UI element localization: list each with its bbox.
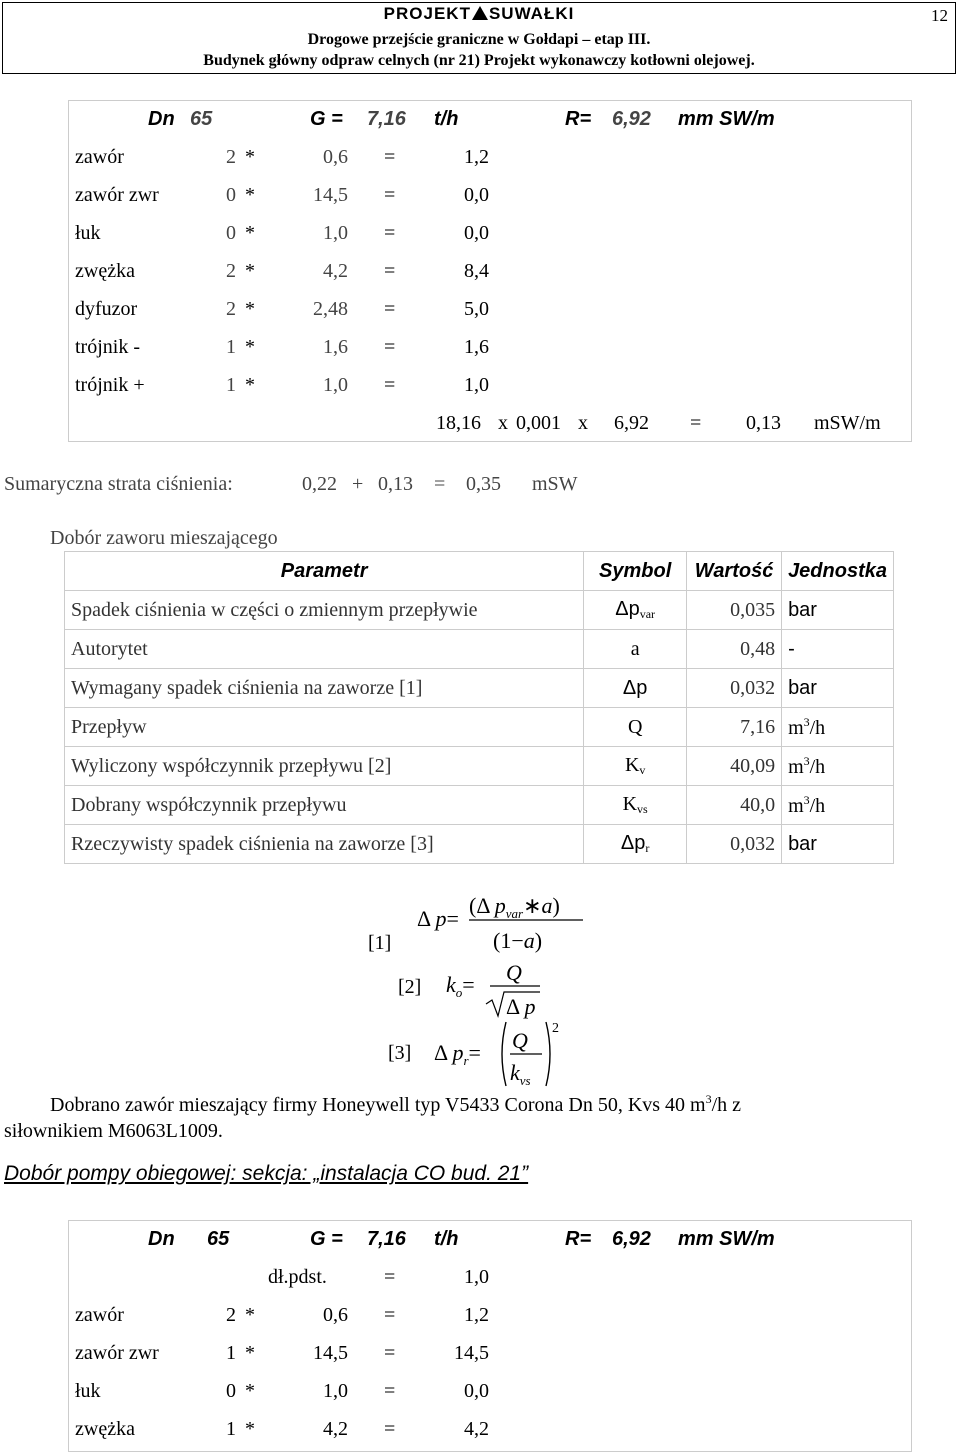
table-row: [65, 786, 894, 825]
symbol-cell: [584, 591, 687, 630]
header-project-subtitle: Budynek główny odpraw celnych (nr 21) Projekt wykonawczy kotłowni olejowej.: [203, 52, 755, 69]
dn-label: Dn: [148, 1228, 175, 1250]
fitting-result: 14,5: [454, 1342, 489, 1364]
col-symbol: Symbol: [584, 552, 687, 591]
summary-total: 0,35: [466, 473, 501, 495]
valve-selection-table: [64, 551, 894, 864]
company-logo: PROJEKT SUWAŁKI: [383, 4, 575, 23]
equals-sign: =: [690, 412, 702, 434]
factor: 0,001: [516, 412, 561, 434]
fitting-result: 0,0: [464, 184, 489, 206]
flow-unit: t/h: [434, 1228, 459, 1250]
fitting-count: 0: [226, 184, 236, 206]
fitting-name: zwężka: [75, 1418, 135, 1440]
unit-tail: /h: [809, 716, 826, 739]
fitting-result: 1,6: [464, 336, 489, 358]
param-cell: Wyliczony współczynnik przepływu [2]: [65, 747, 584, 786]
formula-ref-2: [2]: [398, 976, 422, 998]
fitting-count: 2: [226, 146, 236, 168]
pressure-loss-calc-2: [68, 1220, 912, 1452]
param-cell: Autorytet: [65, 630, 584, 669]
fitting-coefficient: 1,6: [323, 336, 348, 358]
unit-cell: [782, 825, 894, 864]
multiply-sign: *: [245, 222, 255, 244]
symbol-cell: [584, 747, 687, 786]
unit-tail: /h: [809, 755, 826, 778]
formula-3-den: $k_{vs}$: [510, 1060, 531, 1088]
summary-unit: mSW: [532, 473, 578, 495]
table-row: [65, 630, 894, 669]
symbol-subscript: v: [639, 763, 646, 777]
fitting-count: 1: [226, 374, 236, 396]
equals-sign: =: [384, 1342, 396, 1364]
fitting-count: 0: [226, 1380, 236, 1402]
summary-b: 0,13: [378, 473, 413, 495]
value-cell: 40,09: [687, 747, 782, 786]
fitting-name: zawór: [75, 1304, 124, 1326]
equals-sign: =: [384, 1418, 396, 1440]
fitting-name: łuk: [75, 222, 101, 244]
fitting-name: trójnik +: [75, 374, 145, 396]
fitting-name: zawór zwr: [75, 184, 159, 206]
fitting-coefficient: 1,0: [323, 222, 348, 244]
col-param: Parametr: [65, 552, 584, 591]
fitting-name: łuk: [75, 1380, 101, 1402]
param-cell: Przepływ: [65, 708, 584, 747]
fitting-count: 0: [226, 222, 236, 244]
unit: bar: [788, 676, 817, 699]
unit-cell: [782, 747, 894, 786]
fitting-count: 1: [226, 1342, 236, 1364]
plus-sign: +: [352, 473, 364, 495]
length-label: dł.pdst.: [268, 1266, 327, 1288]
total-sum: 18,16: [436, 412, 481, 434]
symbol-subscript: var: [639, 607, 656, 621]
symbol: Q: [627, 715, 643, 738]
equals-sign: =: [384, 1266, 396, 1288]
r-value: 6,92: [612, 108, 651, 130]
fitting-result: 0,0: [464, 222, 489, 244]
r-value: 6,92: [614, 412, 649, 434]
equals-sign: =: [384, 336, 396, 358]
formula-3-rparen: [546, 1022, 550, 1086]
symbol: K: [624, 754, 640, 776]
symbol-cell: [584, 786, 687, 825]
multiply-sign: *: [245, 1304, 255, 1326]
fitting-count: 2: [226, 1304, 236, 1326]
multiply-sign: *: [245, 336, 255, 358]
formula-1: [405, 886, 595, 956]
pressure-loss-calc-1: [68, 100, 912, 442]
fitting-result: 1,0: [464, 374, 489, 396]
summary-a: 0,22: [302, 473, 337, 495]
flow-value: 7,16: [367, 108, 406, 130]
summary-label: Sumaryczna strata ciśnienia:: [4, 473, 233, 495]
fitting-name: zawór zwr: [75, 1342, 159, 1364]
equals-sign: =: [384, 184, 396, 206]
fitting-result: 0,0: [464, 1380, 489, 1402]
fitting-count: 2: [226, 298, 236, 320]
fitting-result: 1,2: [464, 1304, 489, 1326]
equals-sign: =: [384, 1304, 396, 1326]
unit-exponent: 3: [803, 753, 810, 768]
fitting-coefficient: 0,6: [323, 146, 348, 168]
multiply-sign: *: [245, 374, 255, 396]
symbol-cell: [584, 825, 687, 864]
fitting-coefficient: 14,5: [313, 1342, 348, 1364]
unit: -: [788, 637, 795, 660]
symbol-subscript: r: [645, 841, 650, 855]
unit: bar: [788, 598, 817, 621]
formula-2-lhs: $k_o=$: [446, 972, 475, 1000]
formula-2-den: Δ p: [506, 994, 536, 1019]
fitting-coefficient: 1,0: [323, 374, 348, 396]
times-sign: x: [498, 412, 508, 434]
flow-unit: t/h: [434, 108, 459, 130]
page-number: 12: [931, 6, 948, 25]
length-result: 1,0: [464, 1266, 489, 1288]
table-header-row: [65, 552, 894, 591]
r-label: R=: [565, 1228, 592, 1250]
dn-value: 65: [207, 1228, 230, 1250]
table-row: [65, 747, 894, 786]
table-row: [65, 669, 894, 708]
dn-label: Dn: [148, 108, 175, 130]
unit: m: [788, 716, 804, 739]
unit: bar: [788, 832, 817, 855]
formula-3-lhs: Δ $p_r=$: [434, 1040, 481, 1068]
multiply-sign: *: [245, 146, 255, 168]
multiply-sign: *: [245, 1418, 255, 1440]
symbol-subscript: vs: [637, 802, 648, 816]
fitting-name: dyfuzor: [75, 298, 138, 320]
fitting-count: 2: [226, 260, 236, 282]
multiply-sign: *: [245, 184, 255, 206]
formula-ref-3: [3]: [388, 1042, 412, 1064]
table-row: [65, 591, 894, 630]
fitting-result: 1,2: [464, 146, 489, 168]
formula-ref-1: [1]: [368, 932, 392, 954]
col-value: Wartość: [687, 552, 782, 591]
pump-section-heading: Dobór pompy obiegowej: sekcja: „instalacja CO bud. 21”: [4, 1162, 529, 1185]
conclusion-actuator: siłownikiem M6063L1009.: [4, 1120, 223, 1142]
unit-cell: [782, 591, 894, 630]
conclusion-sup: 3: [705, 1092, 712, 1106]
unit-cell: [782, 669, 894, 708]
fitting-coefficient: 0,6: [323, 1304, 348, 1326]
unit-exponent: 3: [803, 714, 810, 729]
equals-sign: =: [384, 1380, 396, 1402]
formula-3-num: Q: [512, 1028, 528, 1053]
equals-sign: =: [434, 473, 446, 495]
fitting-result: 8,4: [464, 260, 489, 282]
equals-sign: =: [384, 260, 396, 282]
valve-conclusion: [50, 1092, 930, 1117]
fitting-coefficient: 4,2: [323, 260, 348, 282]
table-row: [65, 825, 894, 864]
fitting-result: 4,2: [464, 1418, 489, 1440]
formula-1-num: (Δ $p_{var}∗a$): [469, 893, 560, 921]
fitting-coefficient: 4,2: [323, 1418, 348, 1440]
header-project-title: Drogowe przejście graniczne w Gołdapi – etap III.: [307, 31, 651, 48]
fitting-result: 5,0: [464, 298, 489, 320]
symbol: Δp: [615, 598, 640, 620]
r-unit: mm SW/m: [678, 1228, 775, 1250]
equals-sign: =: [384, 298, 396, 320]
symbol-cell: [584, 708, 687, 747]
r-value: 6,92: [612, 1228, 651, 1250]
formula-3: [430, 1018, 570, 1090]
fitting-name: trójnik -: [75, 336, 140, 358]
param-cell: Dobrany współczynnik przepływu: [65, 786, 584, 825]
multiply-sign: *: [245, 1380, 255, 1402]
equals-sign: =: [384, 222, 396, 244]
r-label: R=: [565, 108, 592, 130]
valve-section-title: Dobór zaworu mieszającego: [50, 527, 278, 549]
value-cell: 0,035: [687, 591, 782, 630]
flow-label: G =: [310, 1228, 343, 1250]
unit-tail: /h: [809, 794, 826, 817]
fitting-coefficient: 14,5: [313, 184, 348, 206]
r-unit: mm SW/m: [678, 108, 775, 130]
formula-2: [440, 956, 570, 1022]
flow-label: G =: [310, 108, 343, 130]
table-row: [65, 708, 894, 747]
conclusion-text-end: /h z: [711, 1094, 742, 1116]
unit: m: [788, 794, 804, 817]
fitting-name: zawór: [75, 146, 124, 168]
symbol-cell: [584, 669, 687, 708]
param-cell: Rzeczywisty spadek ciśnienia na zaworze [3]: [65, 825, 584, 864]
unit-cell: [782, 630, 894, 669]
formula-3-exp: 2: [552, 1021, 559, 1036]
multiply-sign: *: [245, 260, 255, 282]
value-cell: 0,48: [687, 630, 782, 669]
formula-1-den: (1−a): [493, 928, 543, 953]
total-unit: mSW/m: [814, 412, 881, 434]
unit-cell: [782, 708, 894, 747]
equals-sign: =: [384, 374, 396, 396]
fitting-coefficient: 1,0: [323, 1380, 348, 1402]
multiply-sign: *: [245, 298, 255, 320]
fitting-count: 1: [226, 1418, 236, 1440]
dn-value: 65: [190, 108, 213, 130]
symbol: Δp: [622, 676, 648, 699]
symbol: Δp: [620, 832, 646, 854]
symbol: a: [630, 637, 640, 660]
flow-value: 7,16: [367, 1228, 406, 1250]
value-cell: 0,032: [687, 825, 782, 864]
fitting-count: 1: [226, 336, 236, 358]
total-result: 0,13: [746, 412, 781, 434]
symbol-cell: [584, 630, 687, 669]
value-cell: 7,16: [687, 708, 782, 747]
equals-sign: =: [384, 146, 396, 168]
fitting-name: zwężka: [75, 260, 135, 282]
param-cell: Spadek ciśnienia w części o zmiennym przepływie: [65, 591, 584, 630]
fitting-coefficient: 2,48: [313, 298, 348, 320]
formula-3-lparen: [502, 1022, 506, 1086]
unit-exponent: 3: [803, 792, 810, 807]
conclusion-text: Dobrano zawór mieszający firmy Honeywell typ V5433 Corona Dn 50, Kvs 40 m: [50, 1094, 706, 1116]
times-sign: x: [578, 412, 588, 434]
symbol: K: [622, 793, 638, 815]
formula-2-num: Q: [506, 960, 522, 985]
col-unit: Jednostka: [782, 552, 894, 591]
value-cell: 0,032: [687, 669, 782, 708]
formula-1-lhs: Δ p=: [417, 906, 459, 931]
unit: m: [788, 755, 804, 778]
value-cell: 40,0: [687, 786, 782, 825]
param-cell: Wymagany spadek ciśnienia na zaworze [1]: [65, 669, 584, 708]
multiply-sign: *: [245, 1342, 255, 1364]
unit-cell: [782, 786, 894, 825]
